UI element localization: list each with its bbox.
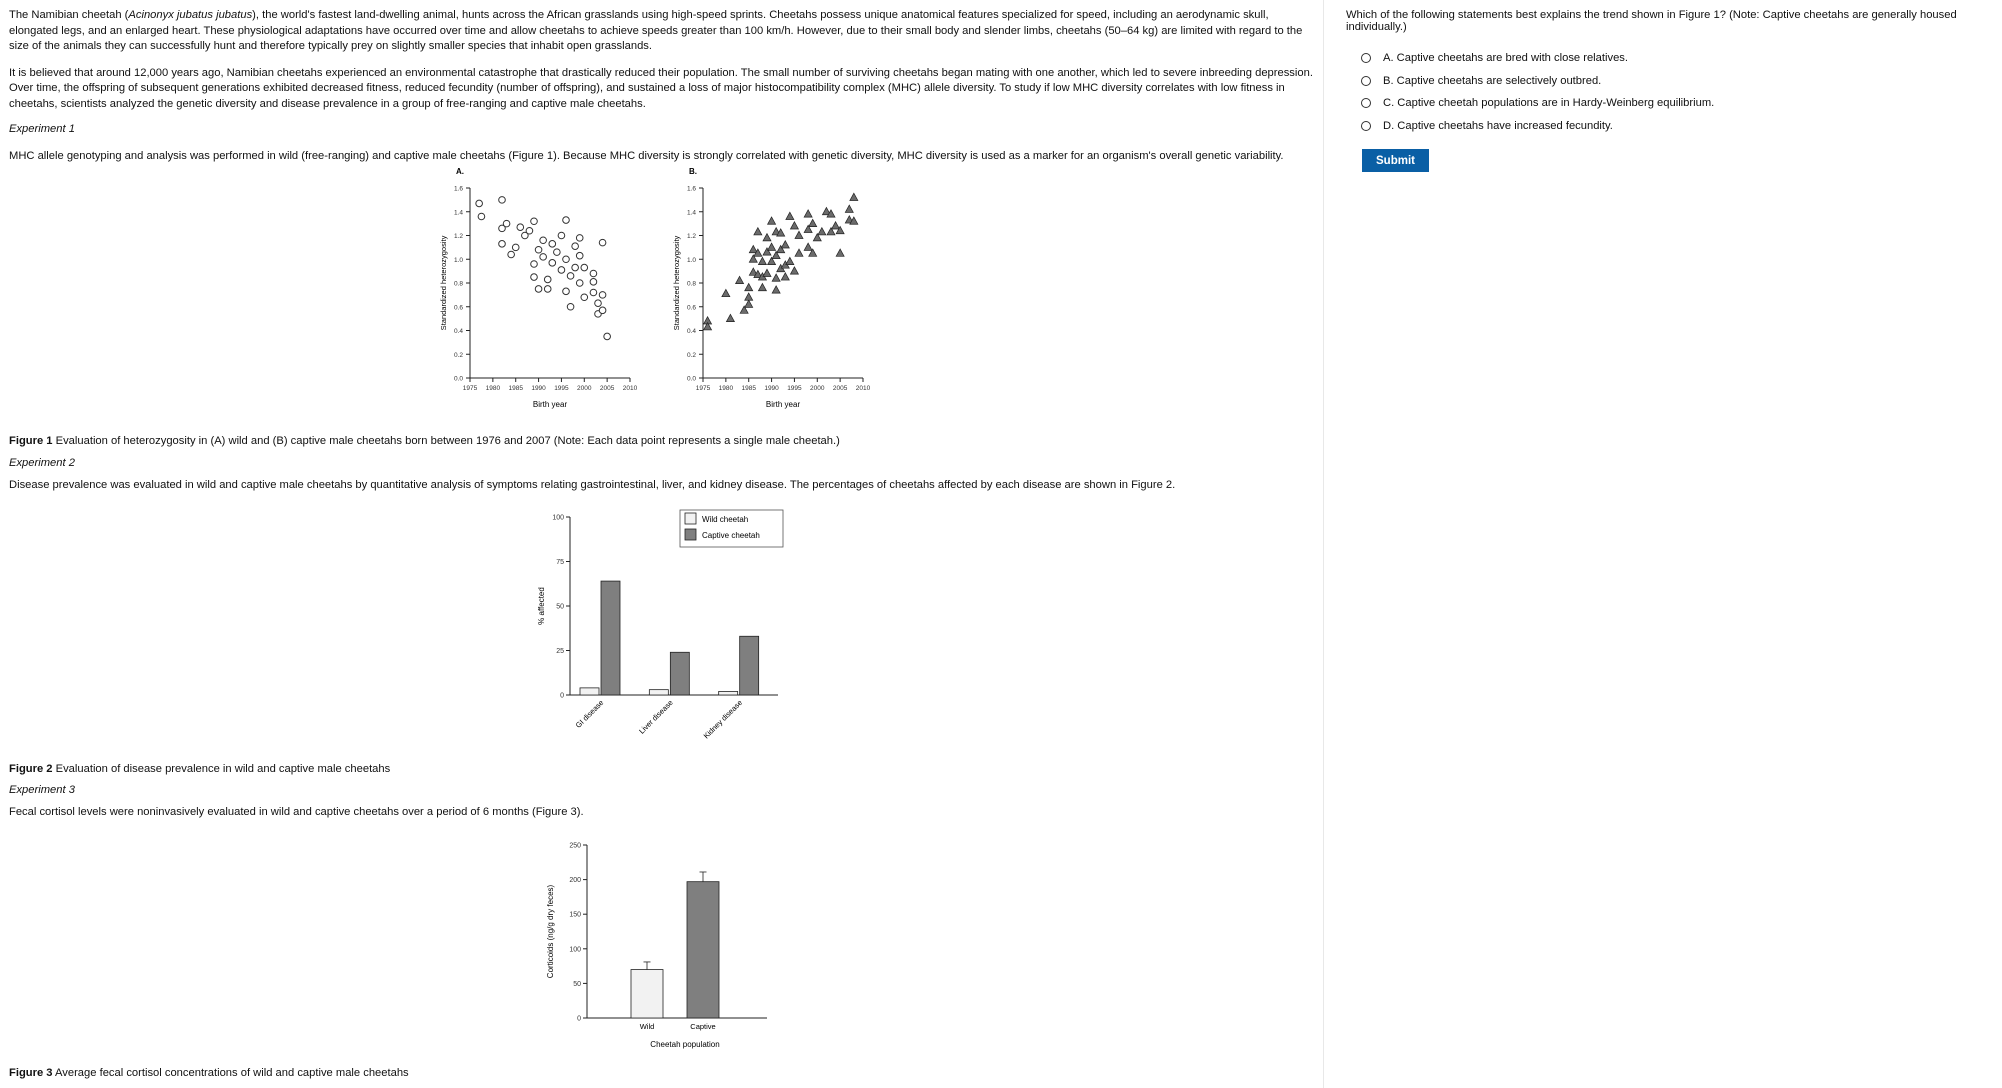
species-name: Acinonyx jubatus jubatus xyxy=(128,9,253,21)
x-tick-label: Kidney disease xyxy=(701,698,745,741)
x-tick-label: 1980 xyxy=(718,385,734,392)
x-tick-label: 1975 xyxy=(462,385,478,392)
data-point xyxy=(590,289,597,296)
data-point xyxy=(558,232,565,239)
y-tick-label: 1.4 xyxy=(686,209,696,217)
bar xyxy=(580,688,599,695)
y-tick-label: 0.2 xyxy=(686,351,696,359)
data-point xyxy=(809,219,817,226)
figure-1-label: Figure 1 xyxy=(9,435,53,447)
data-point xyxy=(576,280,583,287)
question-text: Which of the following statements best explains the trend shown in Figure 1? (Note: Captive cheetahs are generally housed individually.) xyxy=(1346,9,1957,33)
data-point xyxy=(576,235,583,242)
y-tick-label: 1.2 xyxy=(686,233,696,240)
data-point xyxy=(581,264,588,271)
data-point xyxy=(590,279,597,286)
y-axis-label: % affected xyxy=(537,587,546,625)
y-tick-label: 1.0 xyxy=(686,256,696,264)
bar xyxy=(670,652,689,695)
data-point xyxy=(595,300,602,307)
data-point xyxy=(558,267,565,274)
data-point xyxy=(763,269,771,276)
data-point xyxy=(508,251,515,258)
figure-1b-scatter xyxy=(672,167,871,409)
data-point xyxy=(845,205,853,212)
data-point xyxy=(758,283,766,290)
answer-choice-b[interactable] xyxy=(1361,70,1986,93)
data-point xyxy=(535,286,542,293)
caption-text: Evaluation of disease prevalence in wild and captive male cheetahs xyxy=(52,763,391,775)
x-tick-label: GI disease xyxy=(573,698,606,730)
x-tick-label: 1980 xyxy=(485,385,501,392)
x-tick-label: Liver disease xyxy=(637,698,675,736)
figure-3-caption xyxy=(9,1066,1314,1082)
data-point xyxy=(590,270,597,277)
choice-label: D. Captive cheetahs have increased fecundity. xyxy=(1383,119,1613,132)
panel-divider xyxy=(1323,0,1324,1088)
data-point xyxy=(745,293,753,300)
data-point xyxy=(790,222,798,229)
data-point xyxy=(804,243,812,250)
y-axis-label: Corticoids (ng/g dry feces) xyxy=(546,884,555,979)
x-tick-label: 2010 xyxy=(622,385,638,392)
data-point xyxy=(517,224,524,231)
data-point xyxy=(722,289,730,296)
experiment-3-block xyxy=(9,783,1314,820)
passage-paragraph-2: It is believed that around 12,000 years ago, Namibian cheetahs experienced an environmental catastrophe that drastically reduced their population. The small number of surviving cheetahs began mating with one another, which led to severe inbreeding depression. Over time, the offspring of subsequent generations exhibited decreased fitness, reduced fecundity (number of offspring), and sustained a loss of major histocompatibility complex (MHC) allele diversity. To study if low MHC diversity correlates with low fitness in cheetahs, scientists analyzed the genetic diversity and disease prevalence in a group of free-ranging and captive male cheetahs. xyxy=(9,66,1313,110)
data-point xyxy=(499,241,506,248)
y-tick-label: 1.6 xyxy=(453,185,463,193)
radio-button[interactable] xyxy=(1361,98,1371,108)
y-tick-label: 0.4 xyxy=(453,328,463,335)
x-tick-label: 2000 xyxy=(810,385,825,392)
data-point xyxy=(567,273,574,280)
y-tick-label: 50 xyxy=(556,603,564,611)
caption-text: Average fecal cortisol concentrations of wild and captive male cheetahs xyxy=(52,1067,409,1079)
figure-1-caption xyxy=(9,434,1314,450)
data-point xyxy=(804,210,812,217)
figure-2 xyxy=(530,505,800,755)
data-point xyxy=(850,193,858,200)
data-point xyxy=(554,249,561,256)
y-tick-label: 50 xyxy=(573,980,581,988)
x-axis-label: Birth year xyxy=(765,400,801,409)
y-tick-label: 1.2 xyxy=(453,233,463,240)
x-tick-label: 2005 xyxy=(832,385,848,392)
data-point xyxy=(544,286,551,293)
data-point xyxy=(478,213,485,220)
figure-2-caption xyxy=(9,762,1314,778)
bar xyxy=(687,882,719,1018)
data-point xyxy=(736,276,744,283)
experiment-3-title: Experiment 3 xyxy=(9,784,75,796)
x-tick-label: 2010 xyxy=(855,385,871,392)
y-axis-label: Standardized heterozygosity xyxy=(672,235,681,331)
data-point xyxy=(772,286,780,293)
legend-label: Wild cheetah xyxy=(702,515,749,524)
y-tick-label: 0.4 xyxy=(686,328,696,335)
data-point xyxy=(503,220,510,227)
x-tick-label: 1990 xyxy=(764,385,779,392)
passage-paragraph-1 xyxy=(9,8,1314,55)
submit-button[interactable]: Submit xyxy=(1362,149,1429,172)
passage-text: ), the world's fastest land-dwelling animal, hunts across the African grasslands using high-speed sprints. Cheetahs possess unique anatomical features specialized for speed, including an aerodynamic skull, elongated legs, and an enlarged heart. These physiological adaptations have occurred over time and allow cheetahs to achieve speeds greater than 100 km/h. However, due to their small body and slender limbs, cheetahs (50–64 kg) are limited with regard to the size of the animals they can successfully hunt and therefore typically prey on slightly smaller species that inhabit open grasslands. xyxy=(9,9,1303,52)
passage-text: The Namibian cheetah ( xyxy=(9,9,129,21)
y-tick-label: 200 xyxy=(569,877,581,885)
x-tick-label: 2005 xyxy=(599,385,615,392)
y-tick-label: 0.6 xyxy=(686,304,696,312)
y-tick-label: 1.6 xyxy=(686,185,696,193)
x-axis-label: Cheetah population xyxy=(650,1040,720,1049)
radio-button[interactable] xyxy=(1361,121,1371,131)
y-tick-label: 150 xyxy=(569,911,581,919)
y-tick-label: 0 xyxy=(577,1015,581,1023)
y-tick-label: 25 xyxy=(556,648,564,655)
data-point xyxy=(476,200,483,207)
y-tick-label: 100 xyxy=(569,946,581,954)
choice-label: A. Captive cheetahs are bred with close relatives. xyxy=(1383,52,1629,65)
data-point xyxy=(544,276,551,283)
x-tick-label: 1985 xyxy=(508,385,523,392)
data-point xyxy=(567,303,574,310)
caption-text: Evaluation of heterozygosity in (A) wild and (B) captive male cheetahs born between 1976 and 2007 (Note: Each data point represents a single male cheetah.) xyxy=(52,435,840,447)
bar xyxy=(631,970,663,1018)
radio-button[interactable] xyxy=(1361,53,1371,63)
data-point xyxy=(768,243,776,250)
data-point xyxy=(531,261,538,268)
experiment-2-title: Experiment 2 xyxy=(9,457,75,469)
data-point xyxy=(745,300,753,307)
y-tick-label: 0.8 xyxy=(453,280,463,288)
x-tick-label: 1995 xyxy=(787,385,802,392)
data-point xyxy=(540,237,547,244)
x-tick-label: Wild xyxy=(639,1022,655,1031)
data-point xyxy=(563,256,570,263)
data-point xyxy=(549,241,556,248)
data-point xyxy=(818,228,826,235)
choice-label: C. Captive cheetah populations are in Hardy-Weinberg equilibrium. xyxy=(1383,97,1715,110)
data-point xyxy=(768,217,776,224)
bar xyxy=(740,636,759,695)
data-point xyxy=(836,249,844,256)
y-tick-label: 250 xyxy=(569,842,581,850)
figure-1a-scatter xyxy=(439,167,638,409)
figure-3 xyxy=(535,835,775,1055)
y-tick-label: 0.2 xyxy=(453,351,463,359)
x-tick-label: 1995 xyxy=(554,385,569,392)
x-tick-label: 2000 xyxy=(577,385,592,392)
data-point xyxy=(512,244,519,251)
data-point xyxy=(531,218,538,225)
radio-button[interactable] xyxy=(1361,76,1371,86)
x-tick-label: 1990 xyxy=(531,385,546,392)
experiment-3-text: Fecal cortisol levels were noninvasively evaluated in wild and captive cheetahs over a period of 6 months (Figure 3). xyxy=(9,805,584,818)
experiment-1-title: Experiment 1 xyxy=(9,123,75,135)
answer-choice-c[interactable] xyxy=(1361,92,1986,115)
experiment-1-text: MHC allele genotyping and analysis was performed in wild (free-ranging) and captive male cheetahs (Figure 1). Because MHC diversity is strongly correlated with genetic diversity, MHC diversity is used as a marker for an organism's overall genetic variability. xyxy=(9,149,1284,162)
data-point xyxy=(786,257,794,264)
panel-label: B. xyxy=(689,167,697,176)
legend-label: Captive cheetah xyxy=(702,531,760,540)
data-point xyxy=(754,228,762,235)
data-point xyxy=(790,267,798,274)
bar xyxy=(719,691,738,695)
figure-3-label: Figure 3 xyxy=(9,1067,53,1079)
y-tick-label: 0 xyxy=(560,692,564,700)
data-point xyxy=(781,241,789,248)
data-point xyxy=(572,243,579,250)
y-tick-label: 0.6 xyxy=(453,304,463,312)
data-point xyxy=(604,333,611,340)
x-tick-label: Captive xyxy=(690,1022,716,1031)
figure-2-label: Figure 2 xyxy=(9,763,53,775)
data-point xyxy=(758,257,766,264)
data-point xyxy=(581,294,588,301)
y-tick-label: 75 xyxy=(556,559,564,566)
figure-3-bar-chart xyxy=(546,843,767,1050)
passage-panel xyxy=(9,8,1314,164)
question-panel xyxy=(1346,9,1986,172)
data-point xyxy=(786,212,794,219)
figure-1 xyxy=(420,160,920,420)
x-axis-label: Birth year xyxy=(532,400,568,409)
data-point xyxy=(540,254,547,261)
data-point xyxy=(795,231,803,238)
experiment-2-text: Disease prevalence was evaluated in wild and captive male cheetahs by quantitative analysis of symptoms relating gastrointestinal, liver, and kidney disease. The percentages of cheetahs affected by each disease are shown in Figure 2. xyxy=(9,478,1176,491)
data-point xyxy=(599,292,606,299)
y-tick-label: 1.0 xyxy=(453,256,463,264)
data-point xyxy=(563,217,570,224)
data-point xyxy=(549,260,556,267)
data-point xyxy=(781,273,789,280)
panel-label: A. xyxy=(456,167,464,176)
data-point xyxy=(526,227,533,234)
data-point xyxy=(795,249,803,256)
data-point xyxy=(572,264,579,271)
experiment-2-block xyxy=(9,456,1314,493)
data-point xyxy=(531,274,538,281)
y-tick-label: 1.4 xyxy=(453,209,463,217)
bar xyxy=(649,690,668,695)
data-point xyxy=(763,234,771,241)
figure-2-bar-chart xyxy=(537,510,783,740)
y-tick-label: 0.0 xyxy=(686,375,696,383)
y-tick-label: 100 xyxy=(552,514,564,522)
data-point xyxy=(745,283,753,290)
legend-swatch xyxy=(685,529,696,540)
data-point xyxy=(499,197,506,204)
x-tick-label: 1985 xyxy=(741,385,756,392)
y-axis-label: Standardized heterozygosity xyxy=(439,235,448,331)
data-point xyxy=(576,252,583,259)
choice-label: B. Captive cheetahs are selectively outbred. xyxy=(1383,74,1602,87)
y-tick-label: 0.0 xyxy=(453,375,463,383)
data-point xyxy=(832,222,840,229)
data-point xyxy=(599,239,606,246)
legend-swatch xyxy=(685,513,696,524)
data-point xyxy=(563,288,570,295)
bar xyxy=(601,581,620,695)
answer-choice-d[interactable] xyxy=(1361,115,1986,138)
x-tick-label: 1975 xyxy=(695,385,711,392)
data-point xyxy=(535,246,542,253)
data-point xyxy=(772,274,780,281)
data-point xyxy=(726,314,734,321)
answer-choice-a[interactable] xyxy=(1361,47,1986,70)
data-point xyxy=(599,307,606,314)
y-tick-label: 0.8 xyxy=(686,280,696,288)
